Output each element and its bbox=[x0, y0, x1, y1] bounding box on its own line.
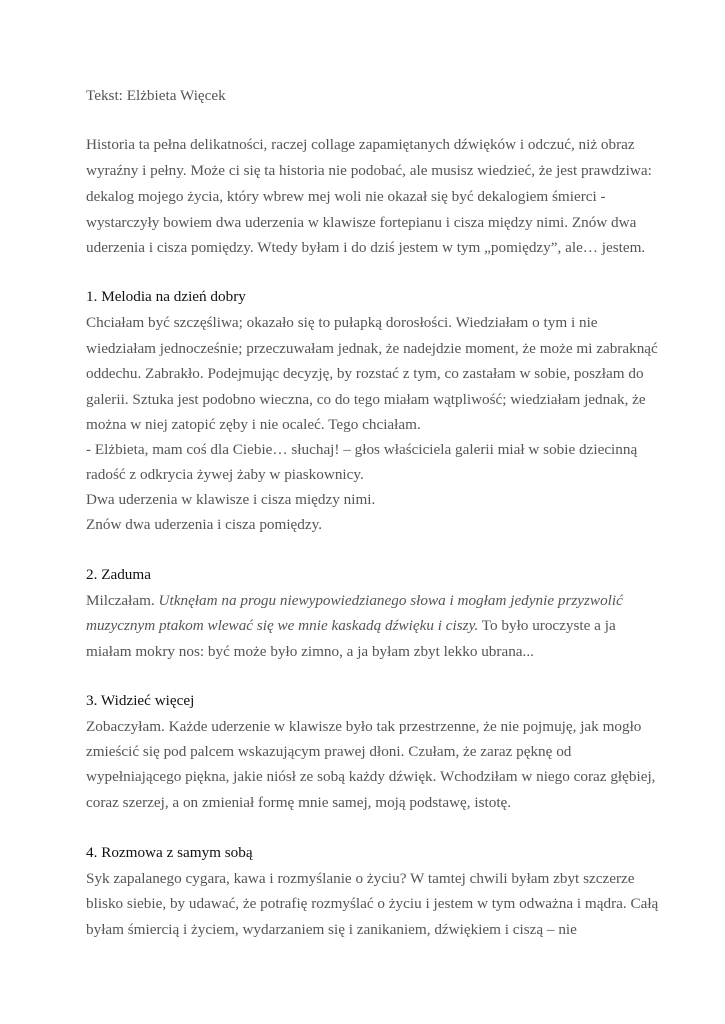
section-heading: 4. Rozmowa z samym sobą bbox=[86, 844, 253, 861]
body-line: byłam śmiercią i życiem, wydarzaniem się i zanikaniem, dźwiękiem i ciszą – nie bbox=[86, 921, 577, 938]
body-line: zmieścić się pod palcem wskazującym prawej dłoni. Czułam, że zaraz pęknę od bbox=[86, 743, 572, 760]
italic-text: Utknęłam na progu niewypowiedzianego słowa i mogłam jedynie przyzwolić bbox=[158, 592, 623, 609]
body-line: wypełniającego piękna, jakie niósł ze sobą każdy dźwięk. Wchodziłam w niego coraz głębiej, bbox=[86, 768, 656, 785]
author-line: Tekst: Elżbieta Więcek bbox=[86, 87, 226, 104]
body-line: Chciałam być szczęśliwa; okazało się to pułapką dorosłości. Wiedziałam o tym i nie bbox=[86, 314, 598, 331]
body-line: galerii. Sztuka jest podobno wieczna, co do tego miałam wątpliwość; wiedziałam jednak, że bbox=[86, 391, 646, 408]
body-line: Syk zapalanego cygara, kawa i rozmyślanie o życiu? W tamtej chwili byłam zbyt szczerze bbox=[86, 870, 635, 887]
body-line: wiedziałam jednocześnie; przeczuwałam jednak, że nadejdzie moment, że może mi zabraknąć bbox=[86, 340, 658, 357]
intro-line: uderzenia i cisza pomiędzy. Wtedy byłam i do dziś jestem w tym „pomiędzy”, ale… jestem. bbox=[86, 239, 646, 256]
body-line: można w niej zatopić zęby i nie ocaleć. Tego chciałam. bbox=[86, 416, 421, 433]
body-line: Znów dwa uderzenia i cisza pomiędzy. bbox=[86, 516, 323, 533]
section-heading: 1. Melodia na dzień dobry bbox=[86, 288, 246, 305]
intro-line: wystarczyły bowiem dwa uderzenia w klawisze fortepianu i cisza między nimi. Znów dwa bbox=[86, 214, 637, 231]
intro-line: dekalog mojego życia, który wbrew mej woli nie okazał się być dekalogiem śmierci - bbox=[86, 188, 606, 205]
body-line: - Elżbieta, mam coś dla Ciebie… słuchaj! – głos właściciela galerii miał w sobie dziecinną bbox=[86, 441, 638, 458]
section-heading: 2. Zaduma bbox=[86, 566, 151, 583]
body-line bbox=[86, 591, 623, 611]
section-heading: 3. Widzieć więcej bbox=[86, 692, 195, 709]
body-line: blisko siebie, by udawać, że potrafię rozmyślać o życiu i jestem w tym odważna i mądra. Całą bbox=[86, 895, 659, 912]
body-line: miałam mokry nos: być może było zimno, a ja byłam zbyt lekko ubrana... bbox=[86, 643, 534, 660]
plain-text: Milczałam. bbox=[86, 592, 159, 609]
plain-text: To było uroczyste a ja bbox=[478, 617, 616, 634]
body-line: Zobaczyłam. Każde uderzenie w klawisze było tak przestrzenne, że nie pojmuję, jak mogło bbox=[86, 718, 642, 735]
italic-text: muzycznym ptakom wlewać się we mnie kaskadą dźwięku i ciszy. bbox=[86, 617, 479, 634]
body-line: oddechu. Zabrakło. Podejmując decyzję, by rozstać z tym, co zastałam w sobie, poszłam do bbox=[86, 365, 644, 382]
intro-line: wyraźny i pełny. Może ci się ta historia nie podobać, ale musisz wiedzieć, że jest prawdziwa: bbox=[86, 162, 652, 179]
body-line bbox=[86, 616, 616, 636]
body-line: radość z odkrycia żywej żaby w piaskownicy. bbox=[86, 466, 364, 483]
intro-line: Historia ta pełna delikatności, raczej collage zapamiętanych dźwięków i odczuć, niż obraz bbox=[86, 136, 635, 153]
body-line: coraz szerzej, a on zmieniał formę mnie samej, moją podstawę, istotę. bbox=[86, 794, 512, 811]
body-line: Dwa uderzenia w klawisze i cisza między nimi. bbox=[86, 491, 376, 508]
